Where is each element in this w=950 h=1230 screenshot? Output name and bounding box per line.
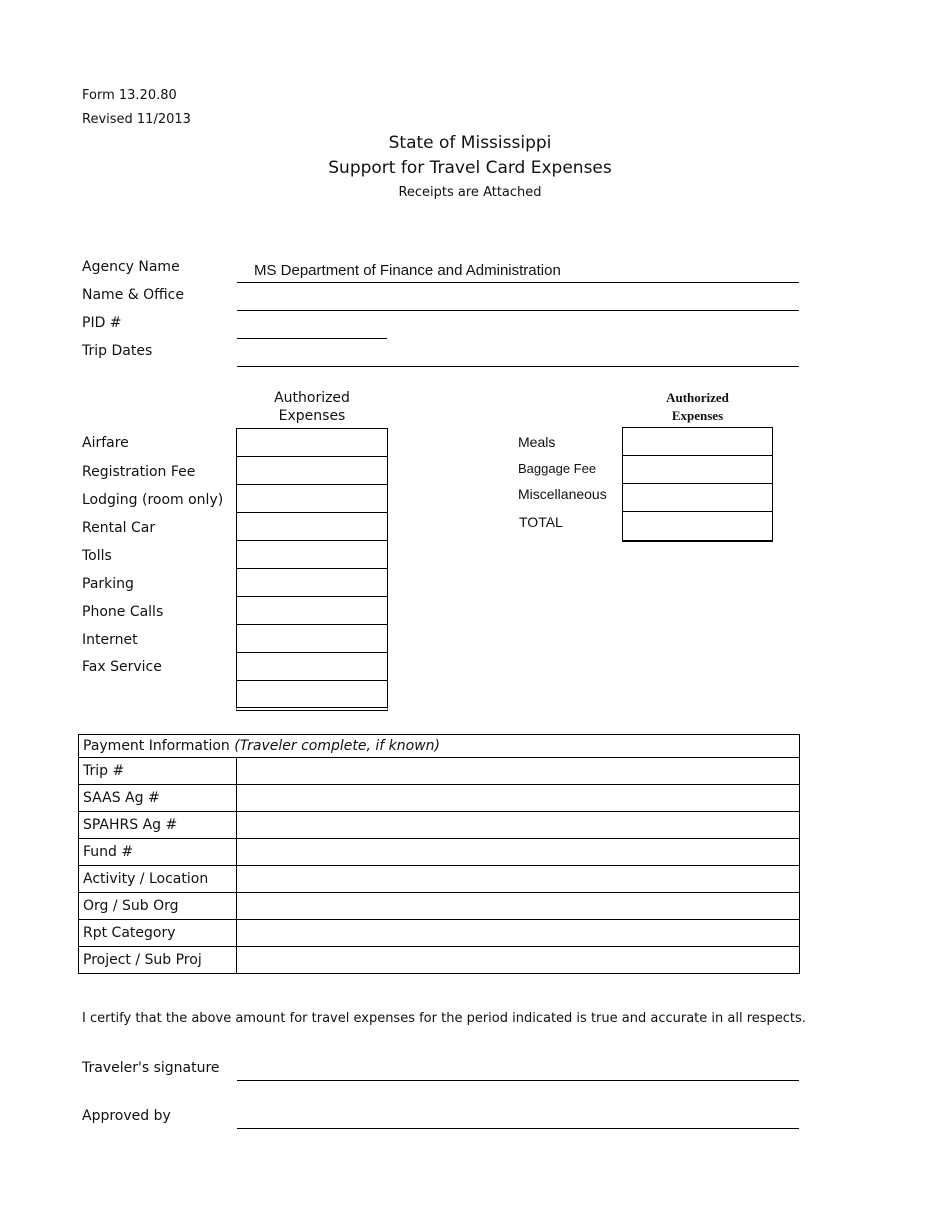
expense-field-phone[interactable]	[236, 596, 388, 625]
payment-field-spahrs[interactable]	[237, 812, 800, 839]
approved-by-line	[237, 1128, 799, 1129]
expense-label-baggage: Baggage Fee	[518, 461, 597, 476]
payment-field-activity[interactable]	[237, 866, 800, 893]
expense-field-lodging[interactable]	[236, 484, 388, 513]
payment-field-project[interactable]	[237, 947, 800, 974]
expense-label-total: TOTAL	[519, 514, 563, 530]
expense-field-registration[interactable]	[236, 456, 388, 485]
payment-label-saas: SAAS Ag #	[79, 785, 237, 812]
payment-label-org: Org / Sub Org	[79, 893, 237, 920]
payment-field-saas[interactable]	[237, 785, 800, 812]
left-heading-line2: Expenses	[278, 408, 346, 424]
expense-label-tolls: Tolls	[82, 548, 112, 564]
right-heading-line1: Authorized	[666, 390, 729, 405]
right-heading-line2: Expenses	[671, 408, 724, 423]
expense-label-registration: Registration Fee	[82, 464, 196, 480]
right-expenses-heading	[623, 389, 772, 425]
payment-header-row	[79, 735, 800, 758]
payment-field-rpt[interactable]	[237, 920, 800, 947]
expense-field-blank[interactable]	[236, 680, 388, 711]
page-title: State of Mississippi	[388, 133, 552, 153]
payment-title: Payment Information	[83, 738, 230, 754]
payment-title-note: (Traveler complete, if known)	[234, 738, 440, 754]
expense-label-meals: Meals	[518, 434, 556, 450]
expense-label-rental-car: Rental Car	[82, 520, 156, 536]
expense-label-airfare: Airfare	[82, 435, 129, 451]
name-office-line	[237, 310, 799, 311]
table-row	[79, 920, 800, 947]
certification-statement: I certify that the above amount for travel expenses for the period indicated is true and accurate in all respects.	[82, 1011, 806, 1026]
pid-label: PID #	[82, 315, 122, 331]
approved-by-label: Approved by	[82, 1108, 171, 1124]
expense-label-internet: Internet	[82, 632, 138, 648]
expense-field-fax[interactable]	[236, 652, 388, 681]
payment-field-fund[interactable]	[237, 839, 800, 866]
payment-field-org[interactable]	[237, 893, 800, 920]
payment-label-rpt: Rpt Category	[79, 920, 237, 947]
table-row	[79, 866, 800, 893]
form-number: Form 13.20.80	[82, 88, 177, 103]
payment-label-project: Project / Sub Proj	[79, 947, 237, 974]
table-row	[79, 893, 800, 920]
payment-label-activity: Activity / Location	[79, 866, 237, 893]
payment-label-trip: Trip #	[79, 758, 237, 785]
payment-table	[78, 734, 800, 974]
table-row	[79, 947, 800, 974]
expense-field-misc[interactable]	[622, 483, 773, 512]
expense-label-parking: Parking	[82, 576, 134, 592]
expense-field-tolls[interactable]	[236, 540, 388, 569]
payment-header-cell	[79, 735, 800, 758]
expense-label-lodging: Lodging (room only)	[82, 492, 224, 508]
traveler-signature-line	[237, 1080, 799, 1081]
table-row	[79, 839, 800, 866]
page-subtitle: Support for Travel Card Expenses	[328, 158, 612, 178]
agency-name-value[interactable]: MS Department of Finance and Administration	[254, 262, 561, 279]
trip-dates-label: Trip Dates	[82, 343, 153, 359]
payment-label-spahrs: SPAHRS Ag #	[79, 812, 237, 839]
agency-name-label: Agency Name	[82, 259, 180, 275]
payment-label-fund: Fund #	[79, 839, 237, 866]
form-revised: Revised 11/2013	[82, 112, 191, 127]
expense-field-meals[interactable]	[622, 427, 773, 456]
pid-line	[237, 338, 387, 339]
expense-field-airfare[interactable]	[236, 428, 388, 457]
trip-dates-line	[237, 366, 799, 367]
table-row	[79, 812, 800, 839]
expense-label-misc: Miscellaneous	[518, 486, 607, 502]
name-office-label: Name & Office	[82, 287, 184, 303]
expense-field-internet[interactable]	[236, 624, 388, 653]
table-row	[79, 758, 800, 785]
expense-field-parking[interactable]	[236, 568, 388, 597]
table-row	[79, 785, 800, 812]
left-expenses-heading	[237, 389, 387, 425]
receipts-note: Receipts are Attached	[398, 185, 542, 200]
expense-field-total[interactable]	[622, 511, 773, 542]
expense-label-fax: Fax Service	[82, 659, 162, 675]
left-heading-line1: Authorized	[274, 390, 350, 406]
expense-field-rental-car[interactable]	[236, 512, 388, 541]
payment-field-trip[interactable]	[237, 758, 800, 785]
expense-label-phone: Phone Calls	[82, 604, 164, 620]
expense-field-baggage[interactable]	[622, 455, 773, 484]
traveler-signature-label: Traveler's signature	[82, 1060, 220, 1076]
agency-name-line	[237, 282, 799, 283]
